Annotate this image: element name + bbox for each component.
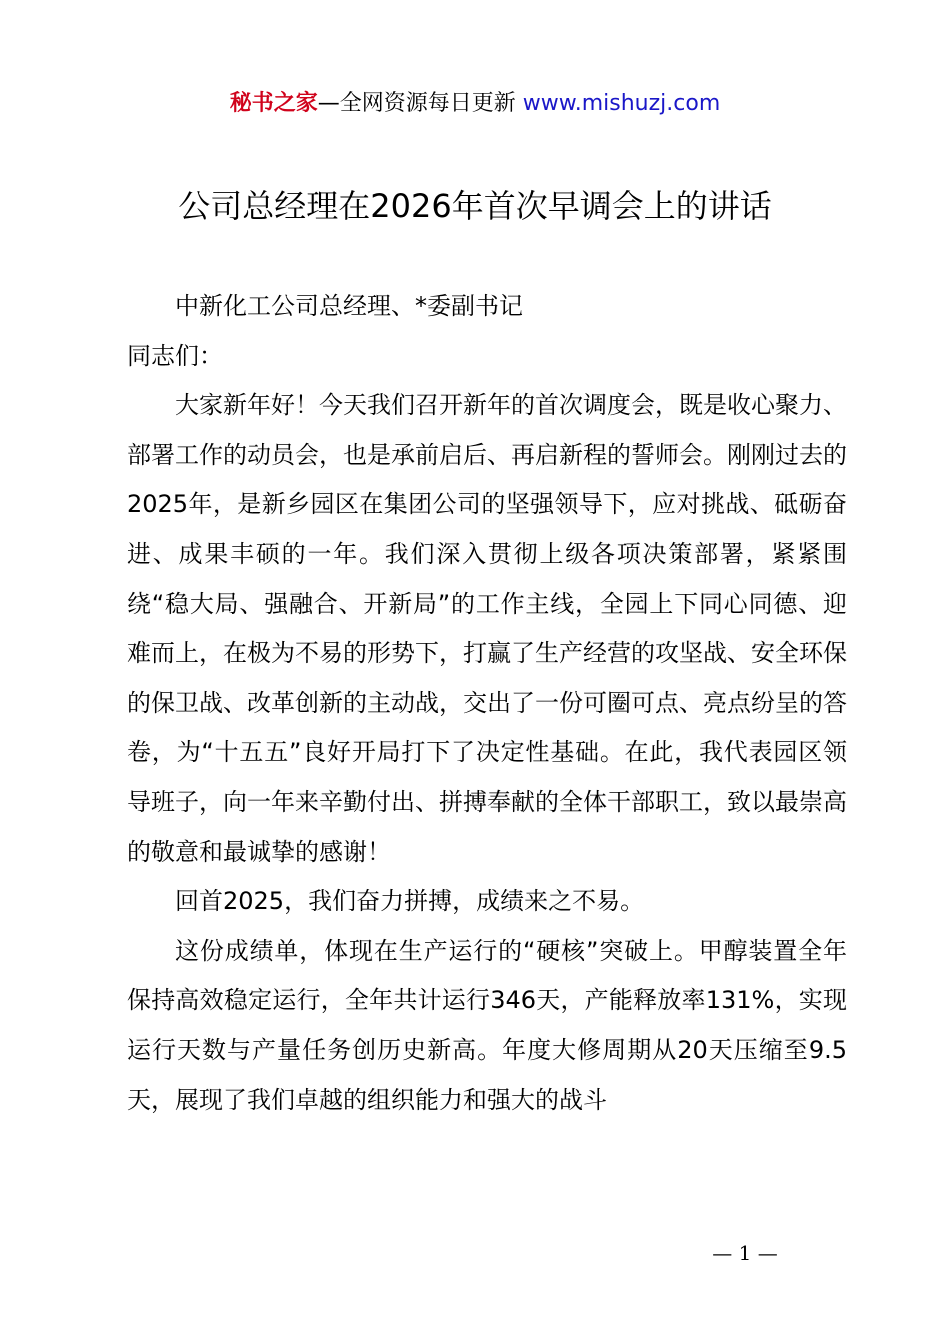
author-line: 中新化工公司总经理、*委副书记	[175, 292, 523, 320]
paragraph-2: 回首2025，我们奋力拼搏，成绩来之不易。	[175, 887, 645, 916]
banner-tagline: —全网资源每日更新	[317, 91, 523, 116]
page-number: — 1 —	[712, 1241, 778, 1265]
paragraph-1: 大家新年好！今天我们召开新年的首次调度会，既是收心聚力、部署工作的动员会，也是承前启后、再启新程的誓师会。刚刚过去的2025年，是新乡园区在集团公司的坚强领导下，应对挑战、砥砺奋进、成果丰硕的一年。我们深入贯彻上级各项决策部署，紧紧围绕“稳大局、强融合、开新局”的工作主线，全园上下同心同德、迎难而上，在极为不易的形势下，打赢了生产经营的攻坚战、安全环保的保卫战、改革创新的主动战，交出了一份可圈可点、亮点纷呈的答卷，为“十五五”良好开局打下了决定性基础。在此，我代表园区领导班子，向一年来辛勤付出、拼搏奉献的全体干部职工，致以最崇高的敬意和最诚挚的感谢！	[127, 391, 847, 866]
brand-name: 秘书之家	[229, 91, 318, 116]
salutation: 同志们：	[127, 341, 223, 370]
document-title: 公司总经理在2026年首次早调会上的讲话	[178, 187, 772, 225]
document-body	[127, 282, 847, 1125]
site-banner	[0, 88, 950, 120]
paragraph-3: 这份成绩单，体现在生产运行的“硬核”突破上。甲醇装置全年保持高效稳定运行，全年共计运行346天，产能释放率131%，实现运行天数与产量任务创历史新高。年度大修周期从20天压缩至9.5天，展现了我们卓越的组织能力和强大的战斗	[127, 936, 847, 1114]
site-url-link[interactable]: www.mishuzj.com	[522, 91, 721, 116]
